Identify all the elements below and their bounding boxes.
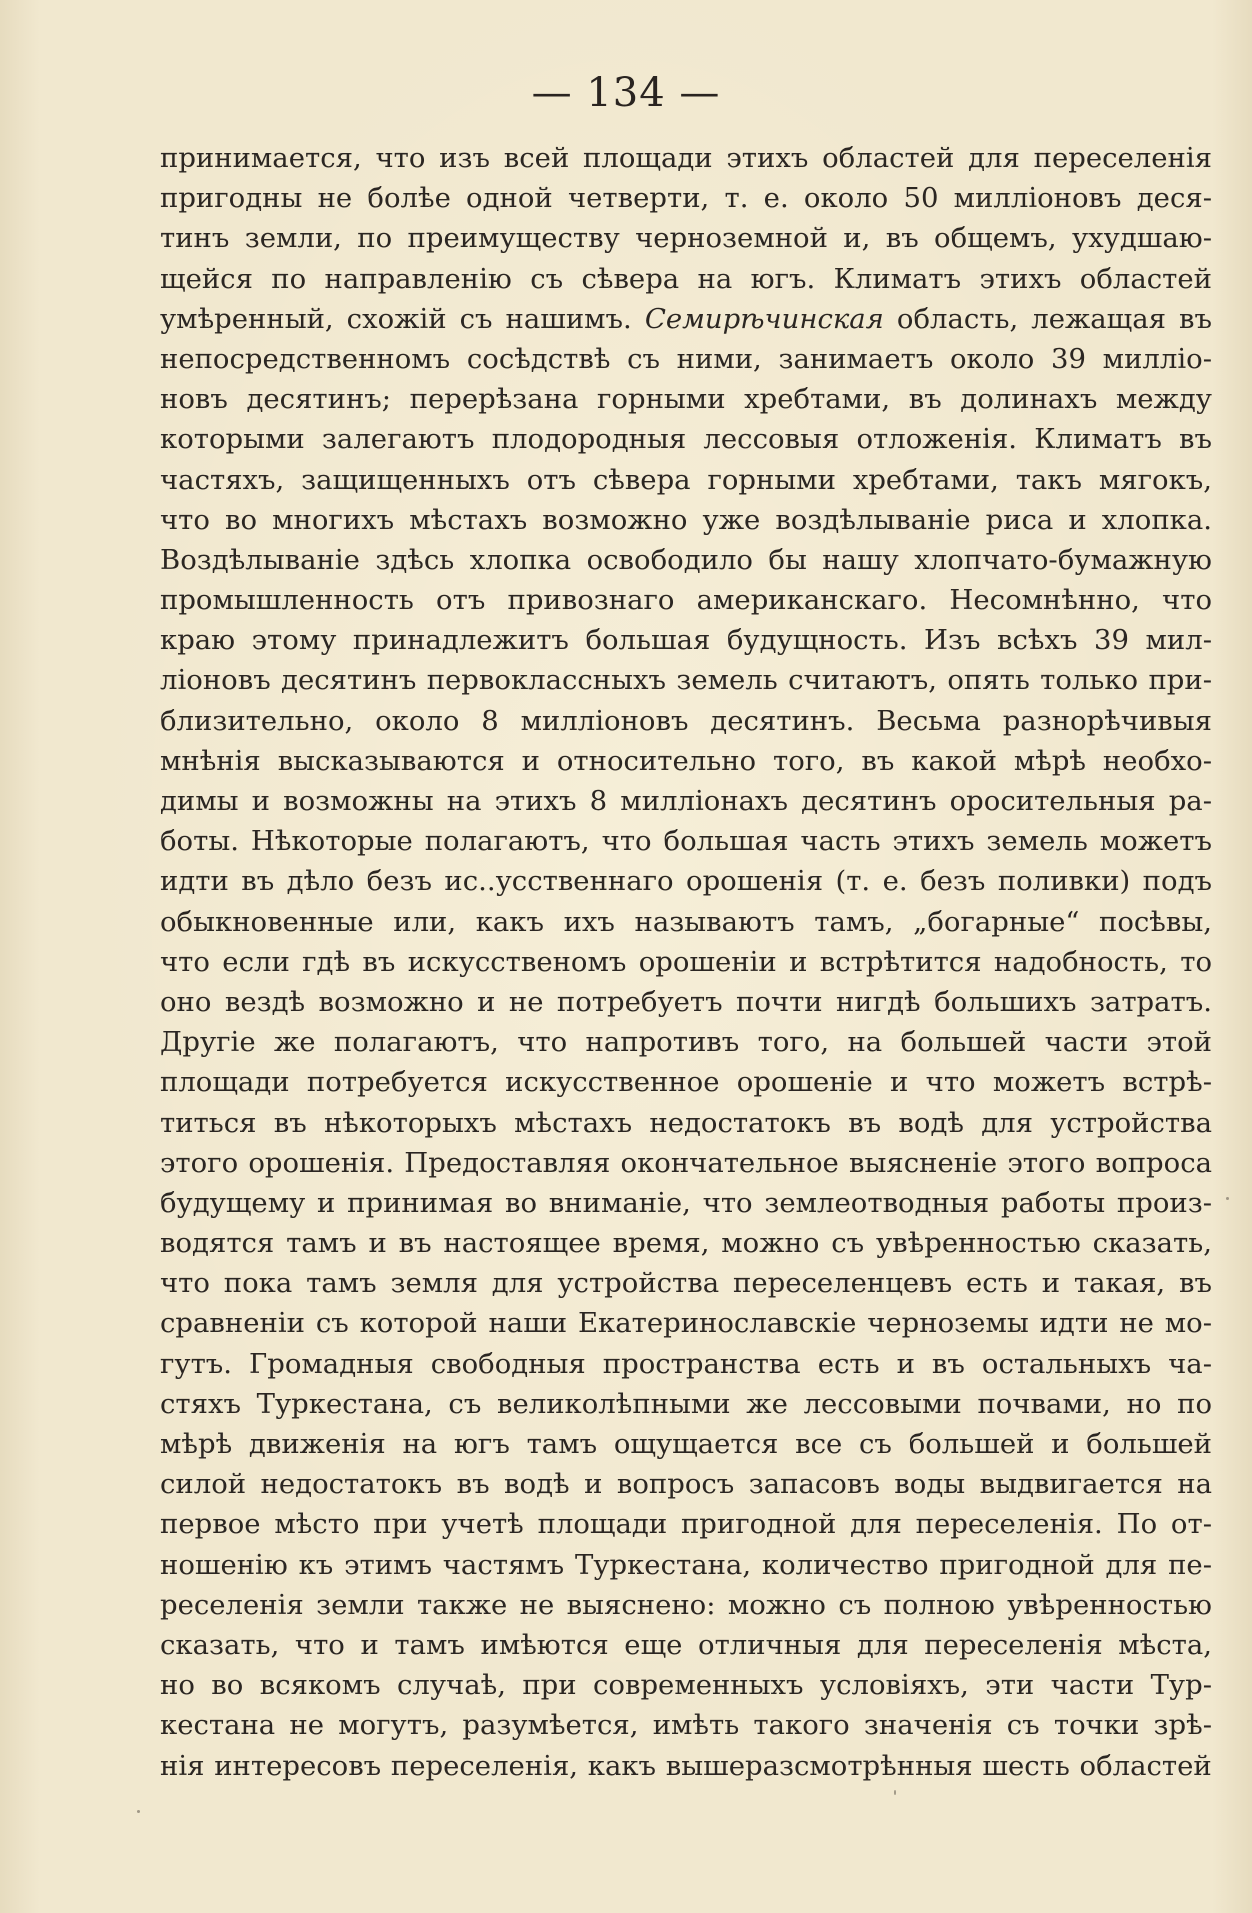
text-line: димы и возможны на этихъ 8 милліонахъ десятинъ оросительныя ра- [160, 785, 1212, 817]
text-line: водятся тамъ и въ настоящее время, можно съ увѣренностью сказать, [160, 1227, 1212, 1260]
text-line: оно вездѣ возможно и не потребуетъ почти нигдѣ большихъ затратъ. [160, 985, 1212, 1018]
text-line: идти въ дѣло безъ ис..усственнаго орошенія (т. е. безъ поливки) подъ [160, 865, 1212, 898]
text-line: Воздѣлываніе здѣсь хлопка освободило бы нашу хлопчато-бумажную [160, 543, 1212, 576]
text-line: частяхъ, защищенныхъ отъ сѣвера горными хребтами, такъ мягокъ, [160, 463, 1212, 496]
paper-speck [137, 1810, 140, 1813]
body-text [160, 138, 1212, 1786]
text-line: что пока тамъ земля для устройства переселенцевъ есть и такая, въ [160, 1267, 1212, 1300]
text-line: мѣрѣ движенія на югъ тамъ ощущается все съ большей и большей [160, 1428, 1212, 1460]
text-line: принимается, что изъ всей площади этихъ областей для переселенія [160, 142, 1212, 174]
paper-speck [894, 1790, 896, 1795]
text-line: боты. Нѣкоторые полагаютъ, что большая часть этихъ земель можетъ [160, 825, 1212, 858]
italic-region-name: Семирѣчинская [644, 302, 884, 335]
text-line: площади потребуется искусственное орошеніе и что можетъ встрѣ- [160, 1066, 1212, 1099]
text-line: первое мѣсто при учетѣ площади пригодной для переселенія. По от- [160, 1508, 1212, 1541]
text-line: этого орошенія. Предоставляя окончательное выясненіе этого вопроса [160, 1146, 1212, 1179]
text-line: сказать, что и тамъ имѣются еще отличныя для переселенія мѣста, [160, 1628, 1212, 1661]
text-line: тинъ земли, по преимуществу черноземной и, въ общемъ, ухудшаю- [160, 222, 1212, 255]
text-line [160, 299, 1212, 339]
text-line: кестана не могутъ, разумѣется, имѣть такого значенія съ точки зрѣ- [160, 1709, 1212, 1742]
text-line: новъ десятинъ; перерѣзана горными хребтами, въ долинахъ между [160, 383, 1212, 416]
paper-speck [1226, 1197, 1229, 1200]
text-line: гутъ. Громадныя свободныя пространства есть и въ остальныхъ ча- [160, 1347, 1212, 1380]
page-number: — 134 — [531, 70, 721, 116]
text-line: титься въ нѣкоторыхъ мѣстахъ недостатокъ въ водѣ для устройства [160, 1106, 1212, 1139]
text-line: реселенія земли также не выяснено: можно съ полною увѣренностью [160, 1588, 1212, 1621]
text-line: будущему и принимая во вниманіе, что землеотводныя работы произ- [160, 1186, 1212, 1219]
text-line: стяхъ Туркестана, съ великолѣпными же лессовыми почвами, но по [160, 1387, 1212, 1420]
text-line: силой недостатокъ въ водѣ и вопросъ запасовъ воды выдвигается на [160, 1468, 1212, 1501]
text-line: что во многихъ мѣстахъ возможно уже воздѣлываніе риса и хлопка. [160, 503, 1212, 536]
text-line: краю этому принадлежитъ большая будущность. Изъ всѣхъ 39 мил- [160, 624, 1212, 657]
text-line: которыми залегаютъ плодородныя лессовыя отложенія. Климатъ въ [160, 423, 1212, 456]
text-line: близительно, около 8 милліоновъ десятинъ. Весьма разнорѣчивыя [160, 704, 1212, 737]
text-line: мнѣнія высказываются и относительно того, въ какой мѣрѣ необхо- [160, 744, 1212, 777]
text-line: но во всякомъ случаѣ, при современныхъ условіяхъ, эти части Тур- [160, 1669, 1212, 1702]
text-line: нія интересовъ переселенія, какъ вышеразсмотрѣнныя шесть областей [160, 1749, 1212, 1782]
text-line: ліоновъ десятинъ первоклассныхъ земель считаютъ, опять только при- [160, 664, 1212, 697]
text-line: щейся по направленію съ сѣвера на югъ. Климатъ этихъ областей [160, 262, 1212, 295]
text-line: сравненіи съ которой наши Екатеринославскіе черноземы идти не мо- [160, 1307, 1212, 1340]
text-line-part: умѣренный, схожій съ нашимъ. [160, 302, 645, 335]
text-line: непосредственномъ сосѣдствѣ съ ними, занимаетъ около 39 милліо- [160, 342, 1212, 375]
text-line: Другіе же полагаютъ, что напротивъ того, на большей части этой [160, 1026, 1212, 1059]
text-line: промышленность отъ привознаго американскаго. Несомнѣнно, что [160, 584, 1212, 617]
text-line: обыкновенные или, какъ ихъ называютъ тамъ, „богарные“ посѣвы, [160, 905, 1212, 938]
text-line-part: область, лежащая въ [883, 302, 1212, 335]
text-line: что если гдѣ въ искусственомъ орошеніи и встрѣтится надобность, то [160, 945, 1212, 978]
text-line: пригодны не болѣе одной четверти, т. е. около 50 милліоновъ деся- [160, 182, 1212, 215]
text-line: ношенію къ этимъ частямъ Туркестана, количество пригодной для пе- [160, 1548, 1212, 1581]
